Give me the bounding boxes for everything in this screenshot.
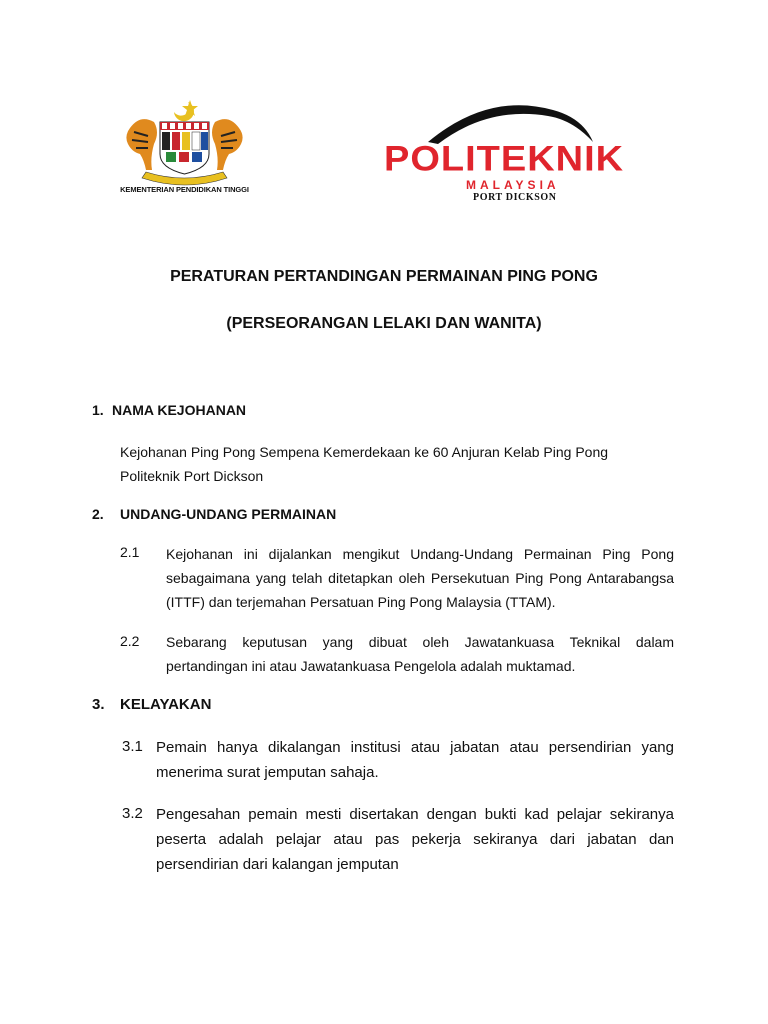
item-3-1-text: Pemain hanya dikalangan institusi atau jabatan atau persendirian yang menerima surat jemputan sahaja. [156,739,674,781]
brand-campus: PORT DICKSON [473,192,557,203]
item-3-2-number: 3.2 [122,805,143,822]
item-2-2-text: Sebarang keputusan yang dibuat oleh Jawatankuasa Teknikal dalam pertandingan ini atau Jawatankuasa Pengelola adalah muktamad. [166,634,674,674]
section-1-body: Kejohanan Ping Pong Sempena Kemerdekaan ke 60 Anjuran Kelab Ping Pong Politeknik Port Dickson [120,444,609,484]
document-title: PERATURAN PERTANDINGAN PERMAINAN PING PONG [170,268,598,285]
coat-of-arms-icon [112,98,257,188]
ministry-crest-logo [112,98,257,198]
section-2-heading: UNDANG-UNDANG PERMAINAN [120,506,337,522]
section-2-number: 2. [92,506,104,522]
section-3-number: 3. [92,696,105,713]
item-3-2-text: Pengesahan pemain mesti disertakan dengan bukti kad pelajar sekiranya peserta adalah pelajar atau pas pekerja sekiranya dari jabatan dan persendirian dari kalangan jemputan [156,806,674,873]
item-2-1-text: Kejohanan ini dijalankan mengikut Undang-Undang Permainan Ping Pong sebagaimana yang telah ditetapkan oleh Persekutuan Ping Pong Antarabangsa (ITTF) dan terjemahan Persatuan Ping Pong Malaysia (TTAM). [166,546,674,610]
ministry-name: KEMENTERIAN PENDIDIKAN TINGGI [120,185,249,194]
politeknik-logo [378,100,643,210]
section-1-heading: NAMA KEJOHANAN [112,402,247,418]
brand-name: POLITEKNIK [384,140,625,179]
item-2-2-number: 2.2 [120,633,140,649]
item-2-1-number: 2.1 [120,544,140,560]
section-3-heading: KELAYAKAN [120,696,212,713]
document-subtitle: (PERSEORANGAN LELAKI DAN WANITA) [226,315,542,332]
brand-country: MALAYSIA [466,178,560,192]
item-3-1-number: 3.1 [122,738,143,755]
section-1-number: 1. [92,402,104,418]
